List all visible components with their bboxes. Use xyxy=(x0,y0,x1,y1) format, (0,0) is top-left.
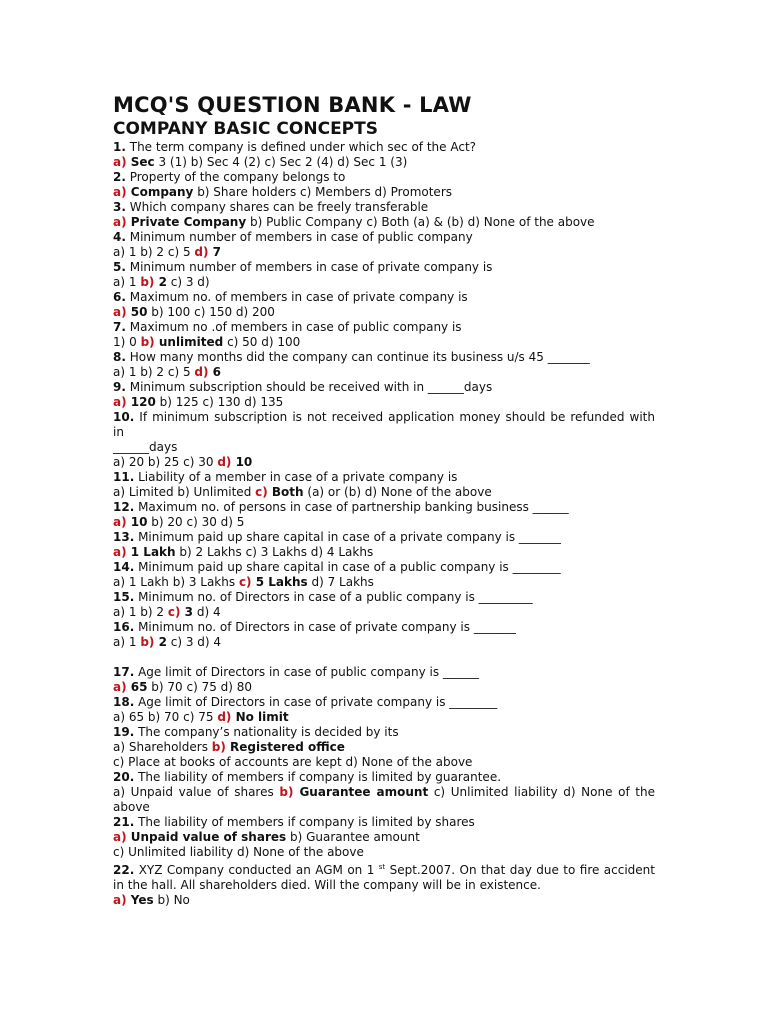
question-line xyxy=(113,440,655,455)
text-segment: c) Unlimited liability d) None of the above xyxy=(113,845,364,859)
text-segment: ______days xyxy=(113,440,178,454)
text-segment: c) 3 d) 4 xyxy=(166,635,222,649)
correct-answer-text: Guarantee amount xyxy=(299,785,429,799)
correct-answer-text: 65 xyxy=(130,680,148,694)
question-number: 7. xyxy=(113,320,126,334)
correct-answer-text: Private Company xyxy=(130,215,247,229)
question-line xyxy=(113,530,655,545)
text-segment: b) Guarantee amount xyxy=(286,830,420,844)
correct-answer-text: 5 Lakhs xyxy=(255,575,308,589)
correct-option-letter: b) xyxy=(140,275,159,289)
correct-option-letter: a) xyxy=(113,830,131,844)
text-segment: Maximum no .of members in case of public company is xyxy=(125,320,462,334)
correct-option-letter: a) xyxy=(113,215,131,229)
answer-options-line xyxy=(113,395,655,410)
answer-options-line xyxy=(113,635,655,650)
question-number: 16. xyxy=(113,620,135,634)
text-segment: 1) 0 xyxy=(113,335,141,349)
question-number: 14. xyxy=(113,560,135,574)
correct-answer-text: 10 xyxy=(130,515,148,529)
correct-option-letter: d) xyxy=(194,365,213,379)
answer-options-line xyxy=(113,893,655,908)
text-segment: Property of the company belongs to xyxy=(125,170,346,184)
correct-answer-text: 6 xyxy=(212,365,222,379)
text-segment: Minimum paid up share capital in case of a private company is _______ xyxy=(134,530,561,544)
question-line xyxy=(113,410,655,440)
text-segment: Minimum subscription should be received with in ______days xyxy=(125,380,493,394)
question-number: 18. xyxy=(113,695,135,709)
correct-option-letter: a) xyxy=(113,680,131,694)
question-number: 2. xyxy=(113,170,126,184)
text-segment: Minimum number of members in case of public company xyxy=(125,230,473,244)
question-line xyxy=(113,230,655,245)
question-line xyxy=(113,170,655,185)
text-segment: 3 (1) b) Sec 4 (2) c) Sec 2 (4) d) Sec 1 (3) xyxy=(154,155,408,169)
text-segment: d) 4 xyxy=(193,605,221,619)
text-segment: b) 20 c) 30 d) 5 xyxy=(147,515,245,529)
correct-option-letter: a) xyxy=(113,155,131,169)
correct-answer-text: 50 xyxy=(130,305,148,319)
correct-option-letter: d) xyxy=(194,245,213,259)
text-segment: a) 1 xyxy=(113,635,141,649)
text-segment: b) Public Company c) Both (a) & (b) d) None of the above xyxy=(246,215,595,229)
text-segment: The company’s nationality is decided by its xyxy=(134,725,399,739)
correct-option-letter: c) xyxy=(238,575,256,589)
question-line xyxy=(113,590,655,605)
correct-option-letter: b) xyxy=(140,335,159,349)
text-segment: XYZ Company conducted an AGM on 1 xyxy=(134,863,379,877)
correct-answer-text: No limit xyxy=(235,710,289,724)
text-segment: b) 70 c) 75 d) 80 xyxy=(147,680,253,694)
text-segment: (a) or (b) d) None of the above xyxy=(303,485,492,499)
correct-option-letter: b) xyxy=(279,785,300,799)
text-segment: Sept.2007. On that day due to fire accident in the hall. All shareholders died. Will the company will be in existence. xyxy=(113,863,655,892)
correct-answer-text: Both xyxy=(271,485,304,499)
answer-options-line xyxy=(113,740,655,755)
answer-options-line xyxy=(113,185,655,200)
correct-option-letter: d) xyxy=(217,710,236,724)
answer-options-line xyxy=(113,335,655,350)
question-number: 6. xyxy=(113,290,126,304)
answer-options-line xyxy=(113,710,655,725)
correct-option-letter: a) xyxy=(113,515,131,529)
question-line xyxy=(113,260,655,275)
text-segment: a) Unpaid value of shares xyxy=(113,785,280,799)
text-segment: a) 1 b) 2 c) 5 xyxy=(113,245,195,259)
correct-answer-text: unlimited xyxy=(158,335,224,349)
question-number: 1. xyxy=(113,140,126,154)
text-segment: b) No xyxy=(153,893,190,907)
text-segment: Minimum no. of Directors in case of private company is _______ xyxy=(134,620,516,634)
correct-answer-text: Yes xyxy=(130,893,154,907)
question-line xyxy=(113,665,655,680)
answer-options-line xyxy=(113,365,655,380)
answer-options-line xyxy=(113,245,655,260)
question-number: 10. xyxy=(113,410,135,424)
answer-options-line xyxy=(113,515,655,530)
correct-answer-text: 10 xyxy=(235,455,253,469)
correct-option-letter: b) xyxy=(140,635,159,649)
question-number: 12. xyxy=(113,500,135,514)
correct-answer-text: 3 xyxy=(184,605,194,619)
correct-answer-text: 2 xyxy=(158,275,167,289)
text-segment: Liability of a member in case of a private company is xyxy=(134,470,458,484)
text-segment: Minimum paid up share capital in case of a public company is ________ xyxy=(134,560,561,574)
question-line xyxy=(113,770,655,785)
question-line xyxy=(113,695,655,710)
text-segment: c) Unlimited liability d) None of the above xyxy=(113,785,655,814)
text-segment: a) 1 xyxy=(113,275,141,289)
text-segment: b) 125 c) 130 d) 135 xyxy=(155,395,284,409)
question-number: 4. xyxy=(113,230,126,244)
text-segment: How many months did the company can continue its business u/s 45 _______ xyxy=(125,350,590,364)
document-subtitle: COMPANY BASIC CONCEPTS xyxy=(113,119,378,139)
text-segment: If minimum subscription is not received application money should be refunded with in xyxy=(113,410,655,439)
answer-options-line xyxy=(113,845,655,860)
correct-option-letter: d) xyxy=(217,455,236,469)
question-number: 20. xyxy=(113,770,135,784)
answer-options-line xyxy=(113,755,655,770)
text-segment: Minimum no. of Directors in case of a public company is _________ xyxy=(134,590,533,604)
correct-option-letter: c) xyxy=(167,605,185,619)
text-segment: c) Place at books of accounts are kept d) None of the above xyxy=(113,755,473,769)
question-line xyxy=(113,350,655,365)
correct-option-letter: a) xyxy=(113,545,131,559)
text-segment: The liability of members if company is limited by guarantee. xyxy=(134,770,502,784)
text-segment: The term company is defined under which sec of the Act? xyxy=(125,140,477,154)
correct-option-letter: a) xyxy=(113,305,131,319)
text-segment: a) 65 b) 70 c) 75 xyxy=(113,710,218,724)
question-list xyxy=(113,140,655,908)
question-number: 8. xyxy=(113,350,126,364)
answer-options-line xyxy=(113,830,655,845)
text-segment: c) 3 d) xyxy=(166,275,210,289)
text-segment: b) 2 Lakhs c) 3 Lakhs d) 4 Lakhs xyxy=(175,545,374,559)
answer-options-line xyxy=(113,215,655,230)
question-number: 9. xyxy=(113,380,126,394)
document-body xyxy=(113,92,655,908)
correct-answer-text: 120 xyxy=(130,395,156,409)
question-line xyxy=(113,200,655,215)
text-segment: Maximum no. of members in case of private company is xyxy=(125,290,468,304)
answer-options-line xyxy=(113,455,655,470)
question-line xyxy=(113,860,655,893)
answer-options-line xyxy=(113,785,655,815)
text-segment: a) 20 b) 25 c) 30 xyxy=(113,455,218,469)
question-line xyxy=(113,470,655,485)
question-line xyxy=(113,320,655,335)
question-line xyxy=(113,140,655,155)
question-line xyxy=(113,380,655,395)
text-segment: a) Shareholders xyxy=(113,740,212,754)
text-segment: The liability of members if company is limited by shares xyxy=(134,815,475,829)
question-number: 11. xyxy=(113,470,135,484)
answer-options-line xyxy=(113,305,655,320)
answer-options-line xyxy=(113,275,655,290)
question-number: 15. xyxy=(113,590,135,604)
question-line xyxy=(113,815,655,830)
question-line xyxy=(113,725,655,740)
text-segment: Age limit of Directors in case of public company is ______ xyxy=(134,665,479,679)
question-number: 3. xyxy=(113,200,126,214)
question-number: 5. xyxy=(113,260,126,274)
question-number: 13. xyxy=(113,530,135,544)
correct-option-letter: b) xyxy=(211,740,231,754)
question-line xyxy=(113,500,655,515)
text-segment: a) 1 b) 2 c) 5 xyxy=(113,365,195,379)
answer-options-line xyxy=(113,575,655,590)
question-number: 17. xyxy=(113,665,135,679)
question-line xyxy=(113,560,655,575)
correct-option-letter: a) xyxy=(113,185,131,199)
answer-options-line xyxy=(113,155,655,170)
text-segment: a) 1 Lakh b) 3 Lakhs xyxy=(113,575,239,589)
correct-answer-text: Unpaid value of shares xyxy=(130,830,287,844)
text-segment: a) Limited b) Unlimited xyxy=(113,485,256,499)
correct-answer-text: 7 xyxy=(212,245,222,259)
question-line xyxy=(113,620,655,635)
correct-option-letter: a) xyxy=(113,893,131,907)
question-number: 22. xyxy=(113,863,135,877)
ordinal-suffix: st xyxy=(378,863,386,871)
question-number: 21. xyxy=(113,815,135,829)
correct-answer-text: Sec xyxy=(130,155,155,169)
text-segment: Maximum no. of persons in case of partnership banking business ______ xyxy=(134,500,569,514)
text-segment: d) 7 Lakhs xyxy=(307,575,374,589)
correct-answer-text: Registered office xyxy=(230,740,345,754)
answer-options-line xyxy=(113,485,655,500)
text-segment: b) 100 c) 150 d) 200 xyxy=(147,305,275,319)
text-segment: Which company shares can be freely transferable xyxy=(125,200,429,214)
correct-answer-text: 2 xyxy=(158,635,167,649)
text-segment: c) 50 d) 100 xyxy=(223,335,301,349)
document-title: MCQ'S QUESTION BANK - LAW xyxy=(113,93,472,117)
text-segment: b) Share holders c) Members d) Promoters xyxy=(193,185,453,199)
correct-answer-text: 1 Lakh xyxy=(130,545,176,559)
correct-option-letter: a) xyxy=(113,395,131,409)
answer-options-line xyxy=(113,605,655,620)
text-segment: Age limit of Directors in case of private company is ________ xyxy=(134,695,498,709)
correct-answer-text: Company xyxy=(130,185,194,199)
question-number: 19. xyxy=(113,725,135,739)
correct-option-letter: c) xyxy=(255,485,272,499)
text-segment: Minimum number of members in case of private company is xyxy=(125,260,493,274)
answer-options-line xyxy=(113,545,655,560)
text-segment: a) 1 b) 2 xyxy=(113,605,168,619)
answer-options-line xyxy=(113,680,655,695)
question-line xyxy=(113,290,655,305)
